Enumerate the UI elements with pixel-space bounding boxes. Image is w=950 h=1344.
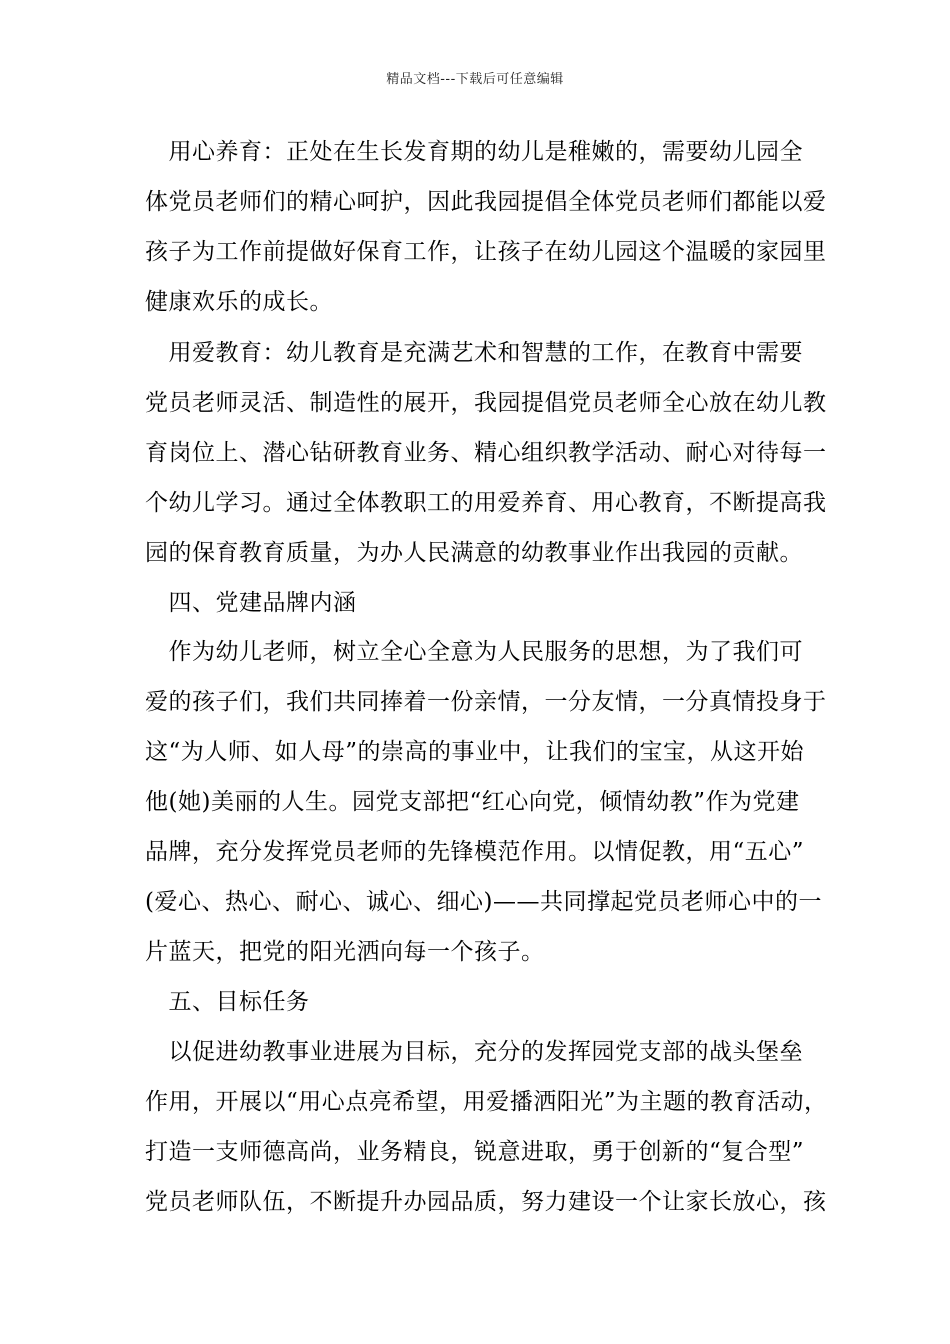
text-line: 孩子为工作前提做好保育工作，让孩子在幼儿园这个温暖的家园里 [145,239,827,265]
text-line: 这“为人师、如人母”的崇高的事业中，让我们的宝宝，从这开始 [145,739,805,765]
text-line: 爱的孩子们，我们共同捧着一份亲情，一分友情，一分真情投身于 [145,689,827,715]
text-line: 作为幼儿老师，树立全心全意为人民服务的思想，为了我们可 [145,639,803,665]
text-line: 党员老师队伍，不断提升办园品质，努力建设一个让家长放心，孩 [145,1189,827,1215]
text-line: 园的保育教育质量，为办人民满意的幼教事业作出我园的贡献。 [145,540,803,566]
text-line: 个幼儿学习。通过全体教职工的用爱养育、用心教育，不断提高我 [145,490,827,516]
section-heading: 四、党建品牌内涵 [145,590,357,616]
text-line: 作用，开展以“用心点亮希望，用爱播洒阳光”为主题的教育活动， [145,1089,828,1115]
text-line: 用心养育：正处在生长发育期的幼儿是稚嫩的，需要幼儿园全 [145,139,803,165]
text-line: 品牌，充分发挥党员老师的先锋模范作用。以情促教，用“五心” [145,839,805,865]
text-line: 他(她)美丽的人生。园党支部把“红心向党，倾情幼教”作为党建 [145,789,800,815]
text-line: 打造一支师德高尚，业务精良，锐意进取，勇于创新的“复合型” [145,1139,805,1165]
text-line: 体党员老师们的精心呵护，因此我园提倡全体党员老师们都能以爱 [145,189,827,215]
text-line: 以促进幼教事业进展为目标，充分的发挥园党支部的战头堡垒 [145,1039,803,1065]
section-heading: 五、目标任务 [145,989,310,1015]
page-header: 精品文档---下载后可任意编辑 [386,72,564,87]
text-line: (爱心、热心、耐心、诚心、细心)——共同撑起党员老师心中的一 [145,889,822,915]
text-line: 育岗位上、潜心钻研教育业务、精心组织教学活动、耐心对待每一 [145,440,827,466]
text-line: 用爱教育：幼儿教育是充满艺术和智慧的工作，在教育中需要 [145,340,803,366]
text-line: 党员老师灵活、制造性的展开，我园提倡党员老师全心放在幼儿教 [145,390,827,416]
text-line: 健康欢乐的成长。 [145,289,333,315]
text-line: 片蓝天，把党的阳光洒向每一个孩子。 [145,939,545,965]
